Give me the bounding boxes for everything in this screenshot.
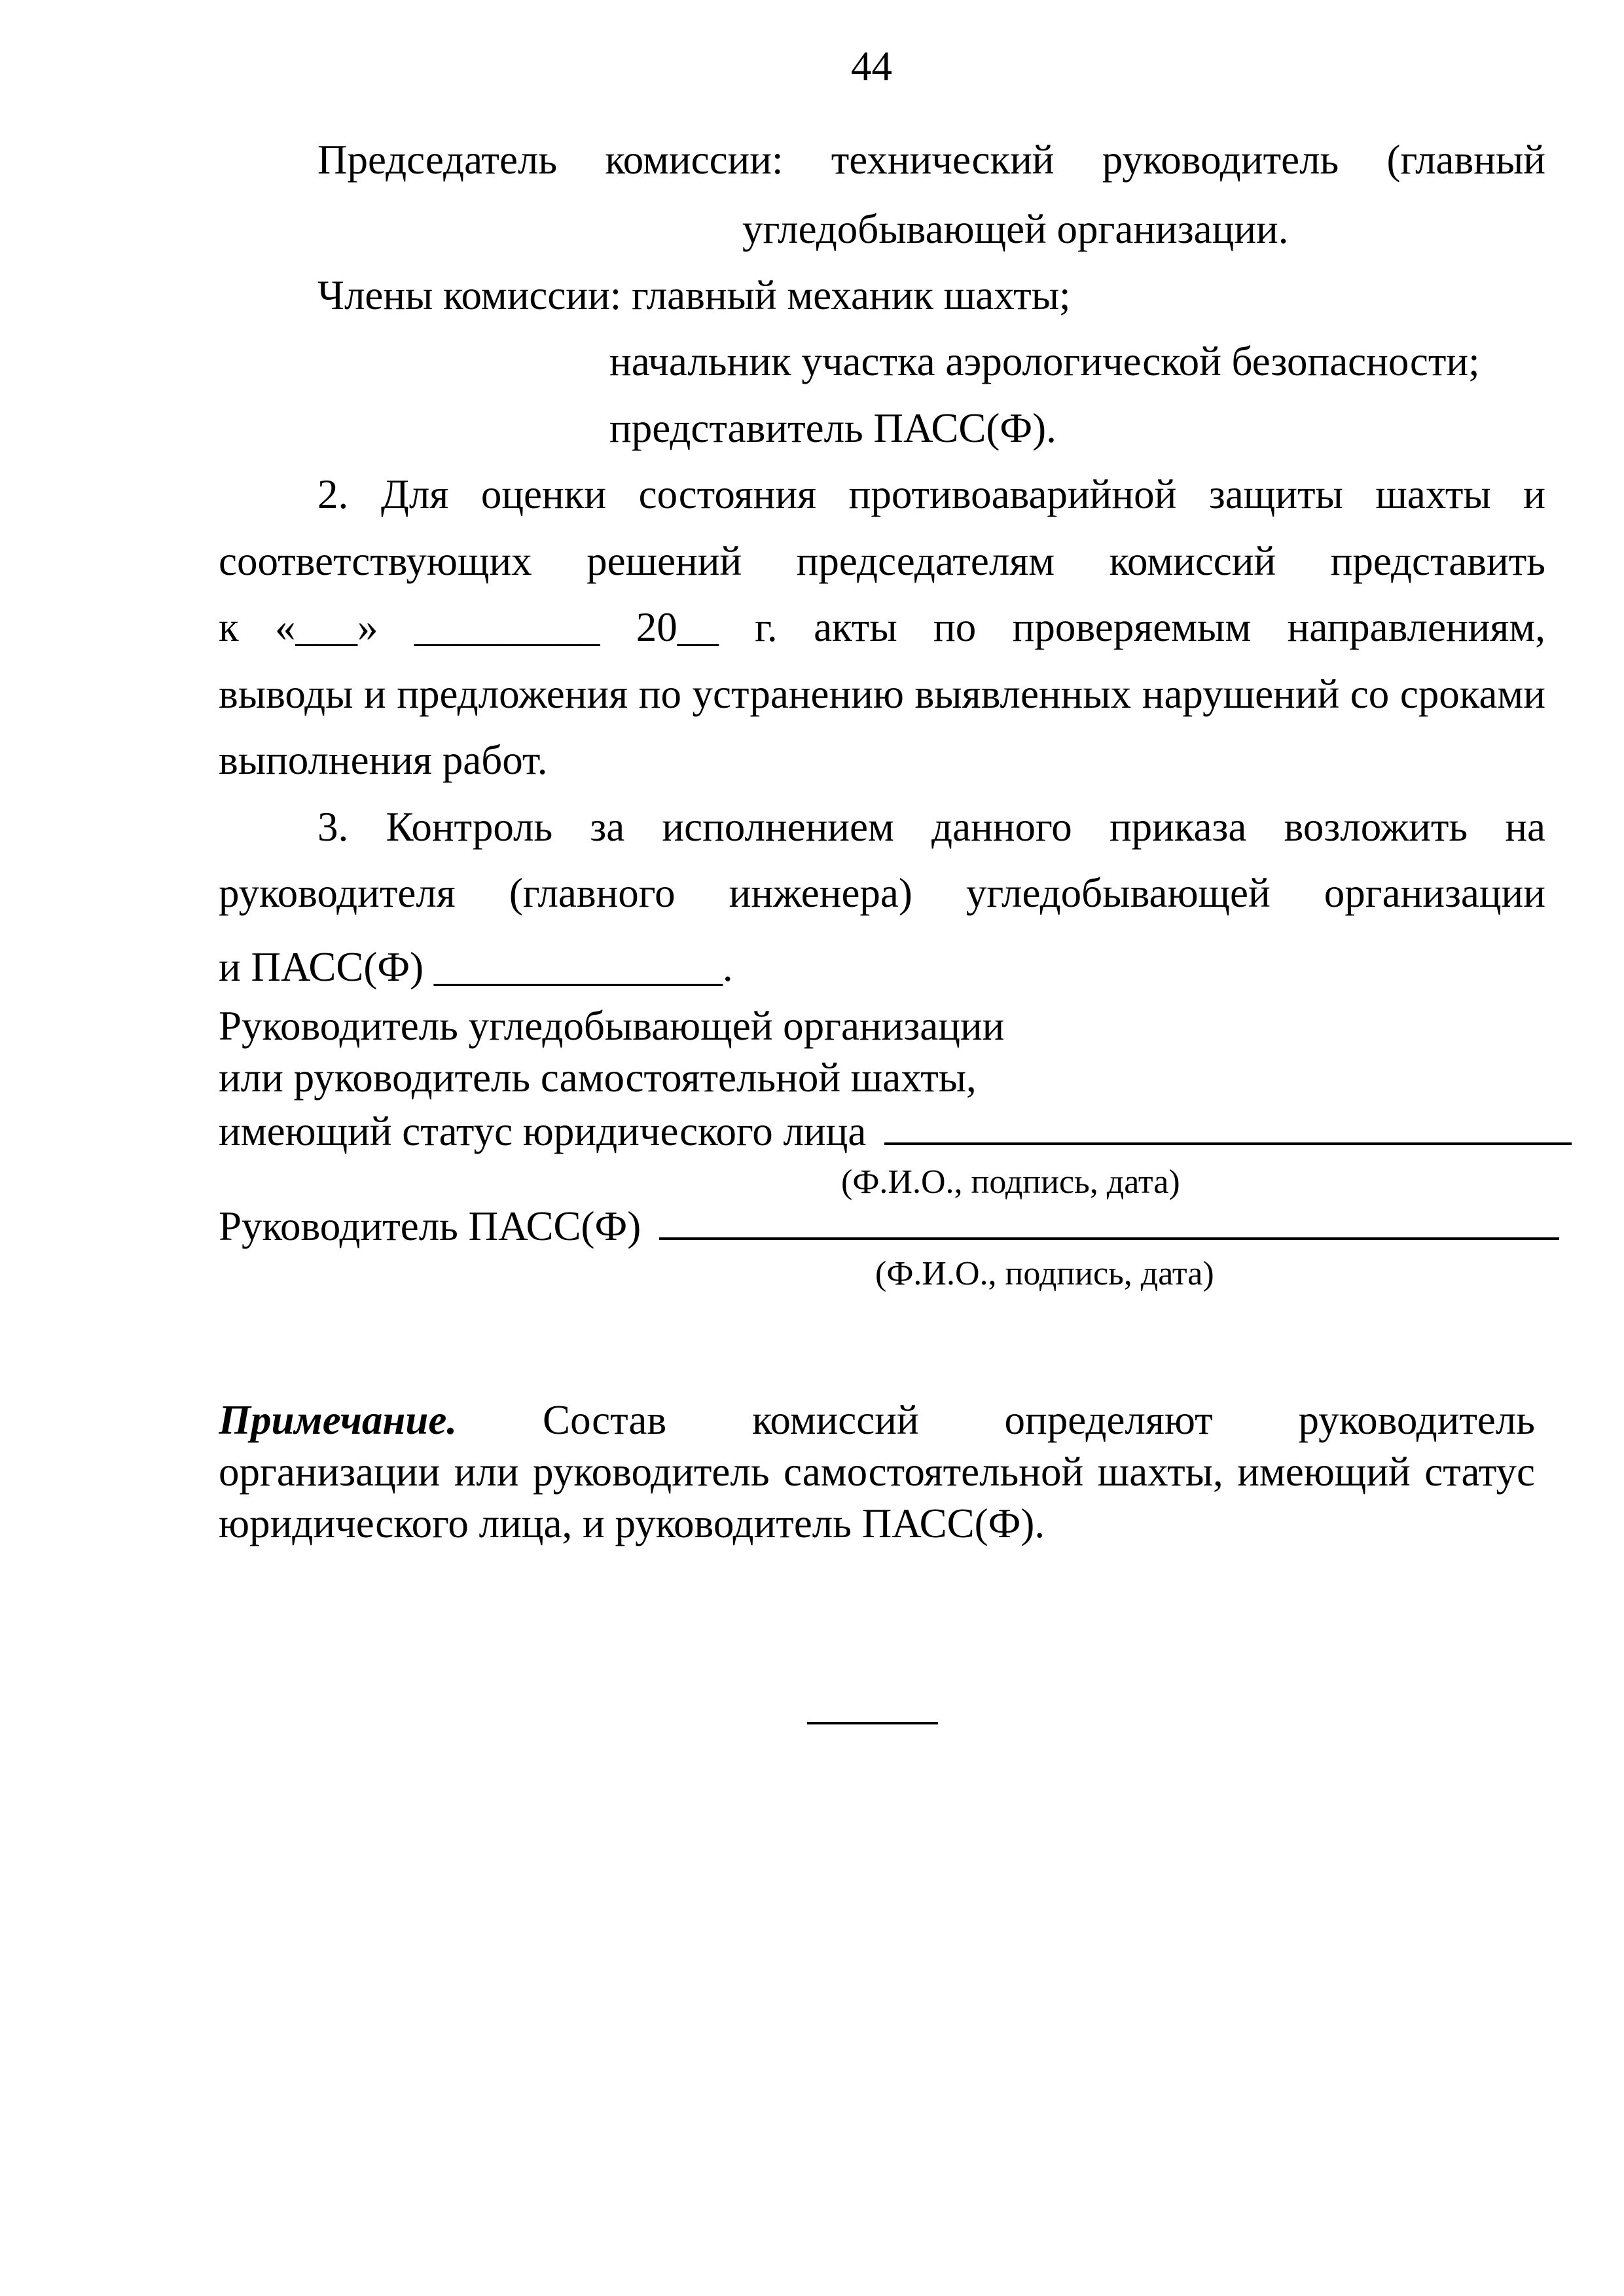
note-line-3: юридического лица, и руководитель ПАСС(Ф). (219, 1501, 1045, 1546)
note-line-2: организации или руководитель самостоятельной шахты, имеющий статус (219, 1449, 1535, 1495)
item2-line-4: выводы и предложения по устранению выявленных нарушений со сроками (219, 671, 1545, 717)
item3-line-2: руководителя (главного инженера) угледобывающей организации (219, 870, 1545, 916)
item3-line-1: 3. Контроль за исполнением данного приказа возложить на (317, 804, 1545, 850)
item2-line-1: 2. Для оценки состояния противоаварийной защиты шахты и (317, 471, 1545, 517)
item2-line-2: соответствующих решений председателям комиссий представить (219, 538, 1545, 584)
note-text-1: Состав комиссий определяют руководитель (543, 1397, 1535, 1443)
page-number: 44 (851, 43, 892, 89)
head-signature-caption: (Ф.И.О., подпись, дата) (841, 1163, 1180, 1201)
head-signature-line-3 (219, 1104, 1572, 1157)
pass-signature-caption: (Ф.И.О., подпись, дата) (875, 1255, 1214, 1292)
head-signature-line-2: или руководитель самостоятельной шахты, (219, 1055, 977, 1101)
item3-line-3: и ПАСС(Ф) ______________. (219, 944, 733, 990)
item2-line-3: к «___» _________ 20__ г. акты по проверяемым направлениям, (219, 604, 1545, 650)
head-signature-blank (884, 1104, 1572, 1145)
end-separator (807, 1722, 938, 1724)
chairman-line-1: Председатель комиссии: технический руководитель (главный (317, 137, 1545, 183)
pass-signature-label: Руководитель ПАСС(Ф) (219, 1203, 641, 1249)
members-line-2: начальник участка аэрологической безопасности; (609, 338, 1480, 384)
pass-signature-blank (659, 1199, 1559, 1240)
members-line-1: Члены комиссии: главный механик шахты; (317, 272, 1071, 318)
pass-signature-line (219, 1199, 1559, 1252)
head-signature-label: имеющий статус юридического лица (219, 1108, 867, 1154)
note-label: Примечание. (219, 1397, 458, 1443)
item2-line-5: выполнения работ. (219, 737, 548, 783)
chairman-line-2: угледобывающей организации. (742, 206, 1289, 252)
members-line-3: представитель ПАСС(Ф). (609, 405, 1056, 451)
note-line-1 (219, 1394, 1535, 1446)
head-signature-line-1: Руководитель угледобывающей организации (219, 1003, 1005, 1049)
